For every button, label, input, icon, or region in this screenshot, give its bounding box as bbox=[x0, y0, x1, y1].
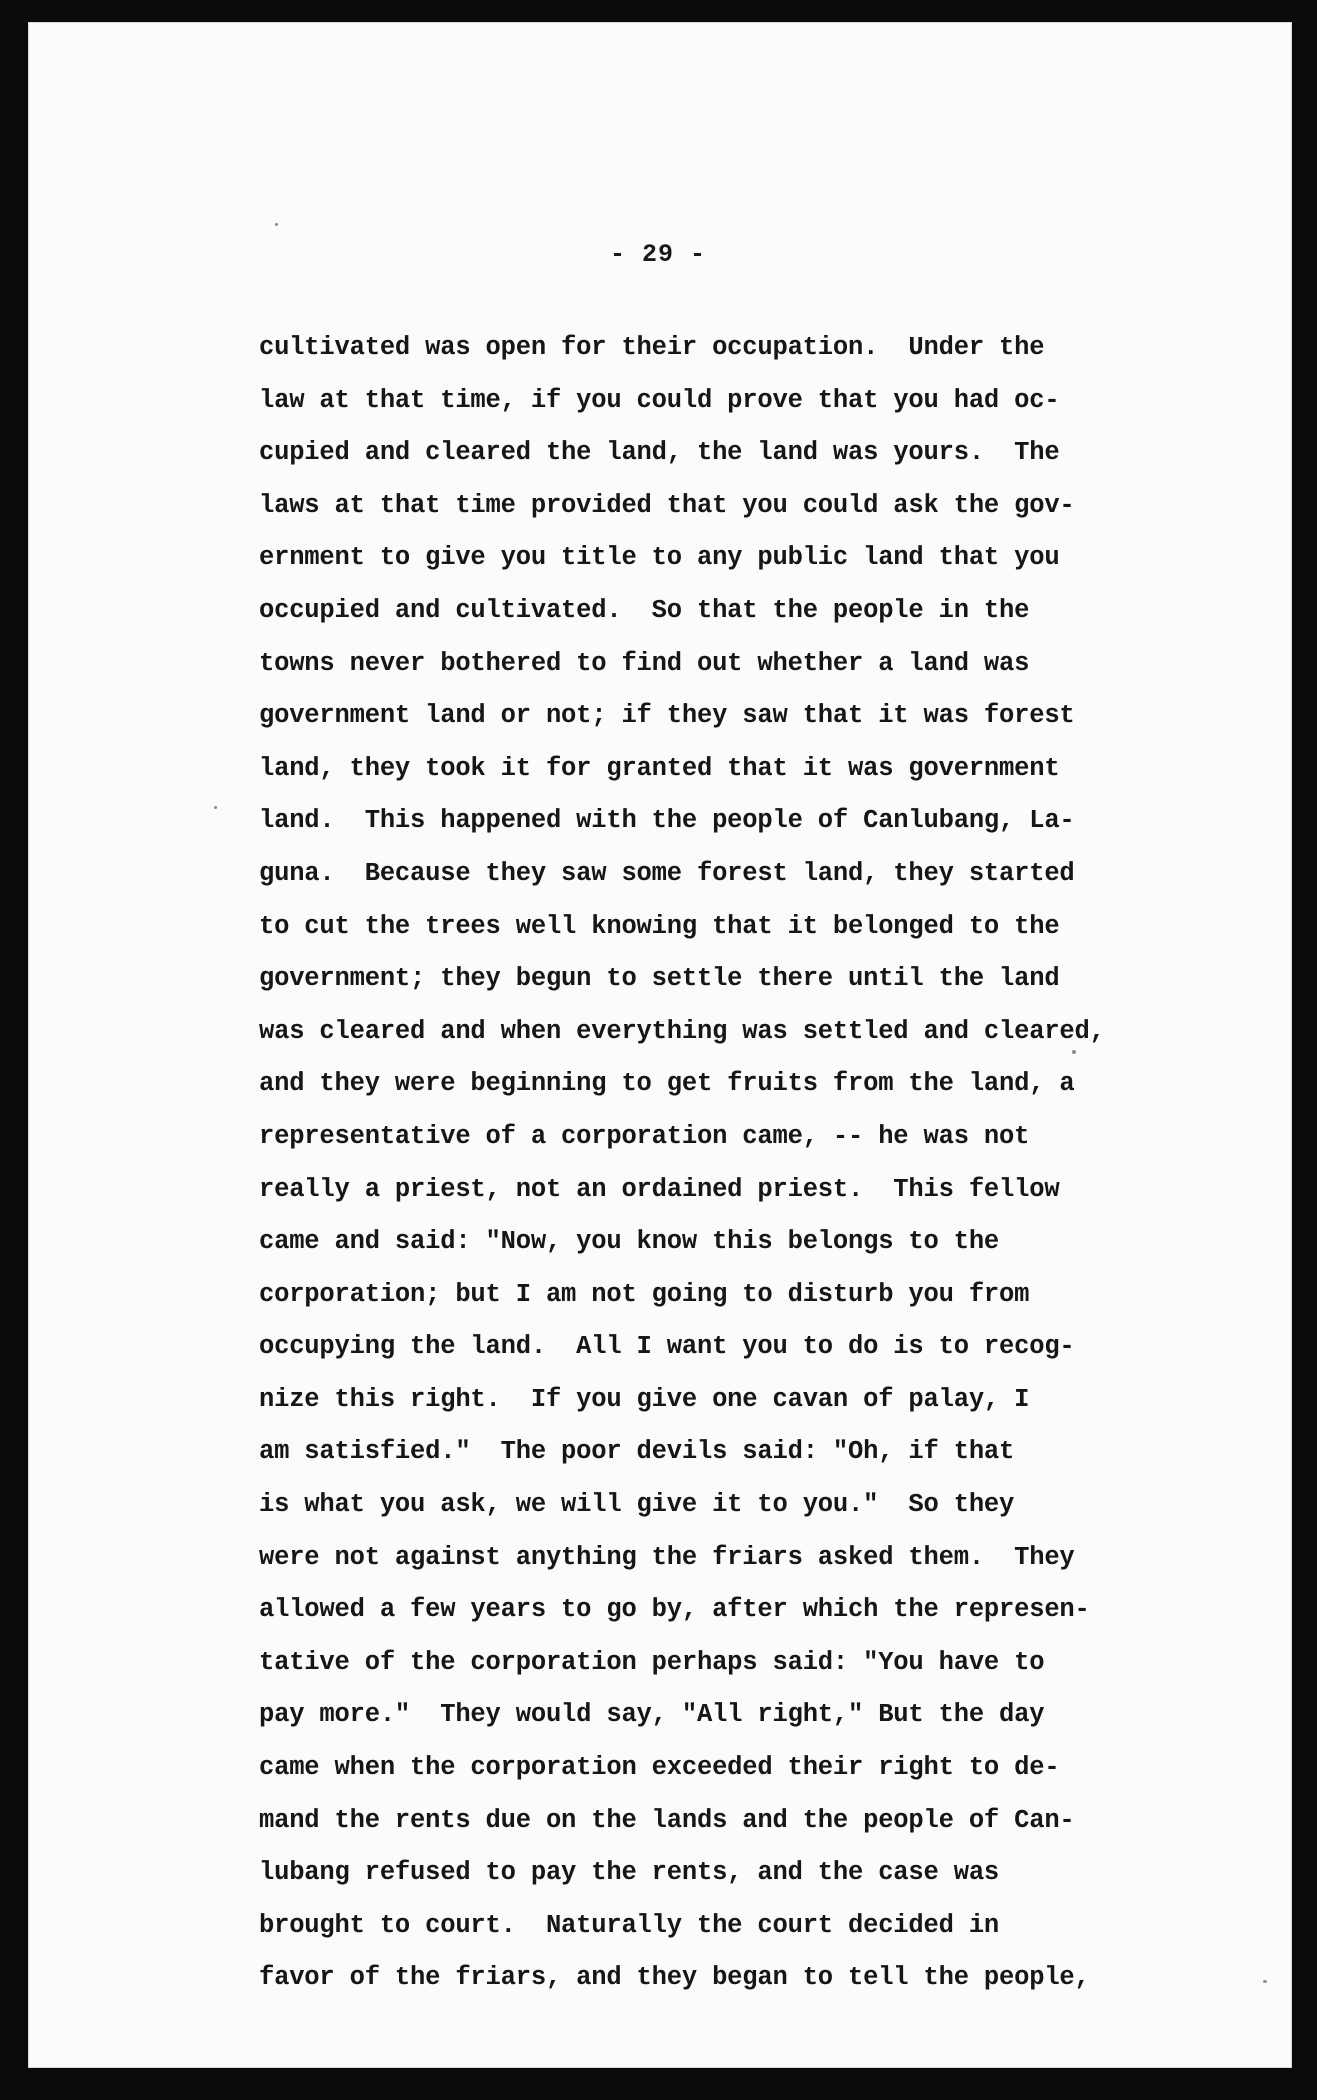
text-line: was cleared and when everything was settled and cleared, bbox=[259, 1016, 1105, 1046]
text-line: tative of the corporation perhaps said: "You have to bbox=[259, 1647, 1045, 1677]
scan-speck bbox=[275, 223, 278, 226]
text-line: am satisfied." The poor devils said: "Oh, if that bbox=[259, 1437, 1015, 1467]
text-line: allowed a few years to go by, after which the represen- bbox=[259, 1595, 1090, 1625]
text-line: mand the rents due on the lands and the people of Can- bbox=[259, 1805, 1075, 1835]
text-line: corporation; but I am not going to disturb you from bbox=[259, 1279, 1030, 1309]
text-line: and they were beginning to get fruits from the land, a bbox=[259, 1069, 1075, 1099]
text-line: came and said: "Now, you know this belongs to the bbox=[259, 1227, 1000, 1257]
text-line: is what you ask, we will give it to you." So they bbox=[259, 1490, 1015, 1520]
text-line: laws at that time provided that you could ask the gov- bbox=[259, 490, 1075, 520]
scan-speck bbox=[214, 806, 217, 809]
text-line: land. This happened with the people of Canlubang, La- bbox=[259, 806, 1075, 836]
text-line: guna. Because they saw some forest land, they started bbox=[259, 858, 1075, 888]
text-line: cupied and cleared the land, the land was yours. The bbox=[259, 438, 1060, 468]
text-line: representative of a corporation came, -- he was not bbox=[259, 1121, 1030, 1151]
text-line: really a priest, not an ordained priest. This fellow bbox=[259, 1174, 1060, 1204]
text-line: were not against anything the friars asked them. They bbox=[259, 1542, 1075, 1572]
text-line: favor of the friars, and they began to tell the people, bbox=[259, 1963, 1090, 1993]
document-page bbox=[28, 22, 1292, 2068]
text-line: towns never bothered to find out whether a land was bbox=[259, 648, 1030, 678]
scan-speck bbox=[1263, 1980, 1267, 1983]
text-line: occupying the land. All I want you to do is to recog- bbox=[259, 1332, 1075, 1362]
body-text bbox=[259, 322, 1219, 2005]
text-line: ernment to give you title to any public land that you bbox=[259, 543, 1060, 573]
text-line: to cut the trees well knowing that it belonged to the bbox=[259, 911, 1060, 941]
text-line: cultivated was open for their occupation. Under the bbox=[259, 333, 1045, 362]
text-line: nize this right. If you give one cavan of palay, I bbox=[259, 1384, 1030, 1414]
text-line: government land or not; if they saw that it was forest bbox=[259, 701, 1075, 731]
text-line: occupied and cultivated. So that the people in the bbox=[259, 595, 1030, 625]
page-number: - 29 - bbox=[609, 240, 706, 269]
text-line: government; they begun to settle there until the land bbox=[259, 964, 1060, 994]
text-line: came when the corporation exceeded their right to de- bbox=[259, 1753, 1060, 1783]
text-line: law at that time, if you could prove that you had oc- bbox=[259, 385, 1060, 415]
text-line: brought to court. Naturally the court decided in bbox=[259, 1910, 1000, 1940]
text-line: lubang refused to pay the rents, and the case was bbox=[259, 1858, 1000, 1888]
text-line: land, they took it for granted that it was government bbox=[259, 753, 1060, 783]
text-line: pay more." They would say, "All right," But the day bbox=[259, 1700, 1045, 1730]
